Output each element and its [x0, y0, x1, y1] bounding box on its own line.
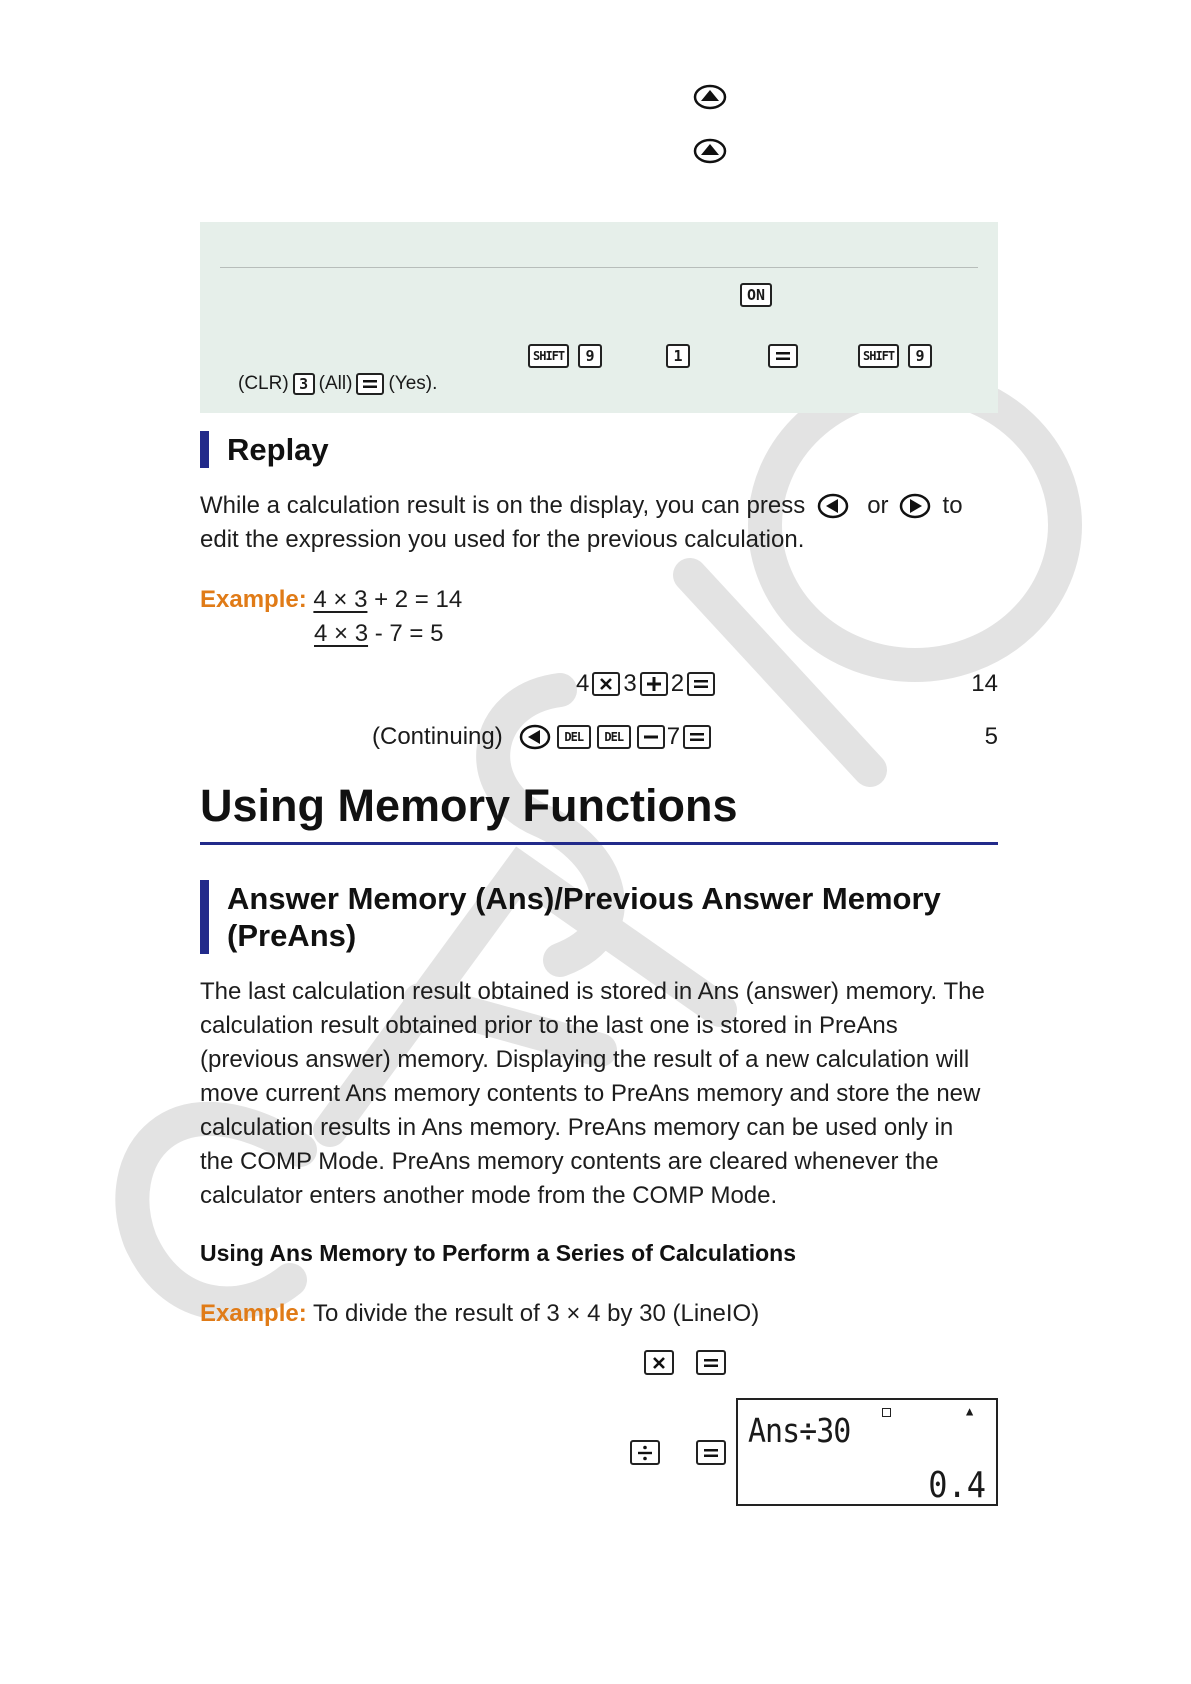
- shift-key: SHIFT: [528, 344, 569, 368]
- replay-paragraph: [200, 489, 1000, 557]
- ans-series-heading: Using Ans Memory to Perform a Series of Calculations: [200, 1240, 797, 1266]
- equals-key: [696, 1350, 726, 1375]
- note-box: [200, 222, 998, 413]
- replay-heading: Replay: [200, 431, 329, 468]
- left-arrow-key-icon: [817, 493, 849, 519]
- paragraph-line: calculation results in Ans memory. PreAns memory can be used only in: [200, 1114, 954, 1141]
- paragraph-line: The last calculation result obtained is stored in Ans (answer) memory. The: [200, 978, 985, 1005]
- replay-example-line2: [314, 617, 443, 651]
- answer-memory-heading-line2: (PreAns): [227, 918, 357, 953]
- nine-key: 9: [578, 344, 602, 368]
- example-label: Example:: [200, 586, 307, 613]
- continuing-label: (Continuing): [372, 723, 503, 750]
- on-key: ON: [740, 283, 772, 307]
- digit: 4: [576, 670, 590, 697]
- up-arrow-key-icon: [693, 138, 727, 164]
- display-expression: Ans÷30: [748, 1412, 851, 1451]
- digit: 2: [670, 670, 685, 697]
- note-clear-line: [238, 373, 437, 395]
- answer-memory-heading-line1: Answer Memory (Ans)/Previous Answer Memory: [227, 881, 941, 916]
- up-arrow-key-icon: [693, 84, 727, 110]
- paragraph-line: calculator enters another mode from the COMP Mode.: [200, 1182, 778, 1209]
- equals-key: [768, 344, 798, 368]
- paragraph-line: the COMP Mode. PreAns memory contents are cleared whenever the: [200, 1148, 939, 1175]
- digit: 3: [623, 670, 637, 697]
- three-key: 3: [293, 373, 315, 395]
- equals-key: [683, 725, 711, 749]
- display-indicator-box: [882, 1408, 891, 1417]
- memory-functions-title: Using Memory Functions: [200, 780, 998, 845]
- result-1: 14: [971, 670, 998, 697]
- answer-memory-heading: [200, 880, 941, 954]
- example-expr1-underlined: 4 × 3: [313, 586, 368, 613]
- paragraph-line: (previous answer) memory. Displaying the result of a new calculation will: [200, 1046, 970, 1073]
- replay-example: [200, 583, 462, 617]
- replay-text-line1: While a calculation result is on the display, you can press: [200, 492, 806, 519]
- yes-label: (Yes).: [388, 373, 438, 394]
- example-expr2-underlined: 4 × 3: [314, 620, 369, 647]
- plus-key: [640, 672, 668, 696]
- equals-key: [696, 1440, 726, 1465]
- nine-key: 9: [908, 344, 932, 368]
- divide-key: [630, 1440, 660, 1465]
- display-up-indicator: ▲: [966, 1404, 974, 1418]
- calculator-display: [736, 1398, 998, 1506]
- note-divider: [220, 267, 978, 268]
- clr-label: (CLR): [238, 373, 289, 394]
- replay-to: to: [942, 492, 963, 519]
- result-2: 5: [984, 723, 998, 750]
- multiply-key: [644, 1350, 674, 1375]
- replay-or: or: [867, 492, 889, 519]
- shift-key: SHIFT: [858, 344, 899, 368]
- all-label: (All): [318, 373, 353, 394]
- key-sequence-1: [576, 670, 715, 698]
- key-sequence-2: [372, 723, 711, 751]
- example-expr1-rest: + 2 = 14: [367, 586, 463, 613]
- example-label: Example:: [200, 1300, 307, 1327]
- ans-example-text: To divide the result of 3 × 4 by 30 (LineIO): [312, 1300, 760, 1327]
- left-arrow-key-icon: [519, 724, 551, 750]
- digit: 7: [666, 723, 681, 750]
- equals-key: [687, 672, 715, 696]
- display-result: 0.4: [928, 1464, 986, 1506]
- right-arrow-key-icon: [899, 493, 931, 519]
- del-key: DEL: [597, 725, 631, 749]
- equals-key: [356, 373, 384, 395]
- multiply-key: [592, 672, 620, 696]
- ans-example: [200, 1297, 759, 1331]
- paragraph-line: move current Ans memory contents to PreAns memory and store the new: [200, 1080, 981, 1107]
- one-key: 1: [666, 344, 690, 368]
- del-key: DEL: [557, 725, 591, 749]
- example-expr2-rest: - 7 = 5: [368, 620, 444, 647]
- minus-key: [637, 725, 665, 749]
- replay-text-line2: edit the expression you used for the previous calculation.: [200, 526, 805, 553]
- answer-memory-paragraph: [200, 975, 1000, 1213]
- paragraph-line: calculation result obtained prior to the last one is stored in PreAns: [200, 1012, 898, 1039]
